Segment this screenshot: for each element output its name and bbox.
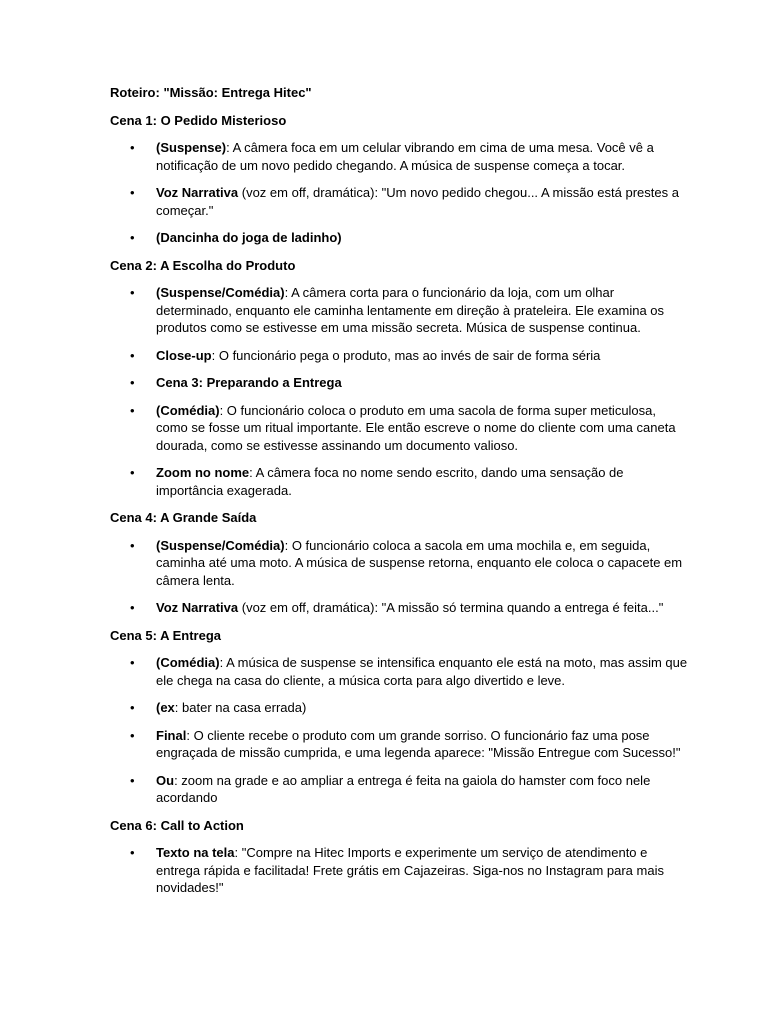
scene-bullet-list (110, 537, 688, 617)
item-label: Ou (156, 772, 175, 788)
list-item (110, 284, 688, 337)
bullet-icon: • (130, 285, 135, 300)
list-item (110, 374, 688, 392)
bullet-icon: • (130, 375, 135, 390)
list-item (110, 654, 688, 689)
bullet-icon: • (130, 655, 135, 670)
item-label: (Suspense/Comédia) (156, 285, 285, 300)
item-text: : A câmera foca em um celular vibrando em cima de uma mesa. Você vê a notificação de um novo pedido chegando. A música de suspense começa a tocar. (156, 140, 654, 173)
list-item (110, 229, 688, 247)
scene-bullet-list (110, 844, 688, 897)
list-item (110, 772, 688, 807)
list-item (110, 184, 688, 219)
scene-heading: Cena 2: A Escolha do Produto (110, 257, 296, 273)
item-label: (Suspense) (156, 140, 227, 155)
item-label: Cena 3: Preparando a Entrega (156, 375, 342, 390)
bullet-icon: • (130, 140, 135, 155)
scenes-container (110, 112, 688, 897)
list-item (110, 844, 688, 897)
item-label: Voz Narrativa (156, 600, 239, 615)
list-item (110, 347, 688, 365)
item-text: : A câmera corta para o funcionário da loja, com um olhar determinado, enquanto ele caminha lentamente em direção à prateleira. Ele examina os produtos como se estivesse em uma missão secreta. Música de suspense continua. (156, 285, 665, 335)
document-title: Roteiro: "Missão: Entrega Hitec" (110, 85, 312, 100)
item-text: : bater na casa errada) (174, 700, 307, 715)
item-label: Final (156, 727, 187, 743)
item-text: : A câmera foca no nome sendo escrito, dando uma sensação de importância exagerada. (156, 465, 624, 498)
list-item (110, 464, 688, 499)
item-text: : O funcionário coloca a sacola em uma mochila e, em seguida, caminha até uma moto. A música de suspense retorna, enquanto ele coloca o capacete em câmera lenta. (156, 537, 683, 588)
bullet-icon: • (130, 845, 135, 860)
bullet-icon: • (130, 347, 135, 363)
item-label: Texto na tela (156, 845, 235, 860)
list-item (110, 402, 688, 455)
item-text: (voz em off, dramática): "A missão só termina quando a entrega é feita..." (238, 600, 664, 615)
bullet-icon: • (130, 465, 135, 480)
item-label: (Suspense/Comédia) (156, 537, 285, 553)
scene-heading: Cena 4: A Grande Saída (110, 510, 257, 525)
bullet-icon: • (130, 700, 135, 715)
item-text: : zoom na grade e ao ampliar a entrega é feita na gaiola do hamster com foco nele acordando (156, 772, 651, 805)
item-text: : A música de suspense se intensifica enquanto ele está na moto, mas assim que ele chega na casa do cliente, a música corta para algo divertido e leve. (156, 655, 688, 688)
bullet-icon: • (130, 772, 135, 788)
item-label: (Comédia) (156, 655, 220, 670)
list-item (110, 699, 688, 717)
scene-bullet-list (110, 654, 688, 807)
item-label: Zoom no nome (156, 465, 250, 480)
scene-heading: Cena 5: A Entrega (110, 627, 222, 643)
item-label: Close-up (156, 347, 212, 363)
item-text: : O funcionário pega o produto, mas ao invés de sair de forma séria (211, 347, 601, 363)
list-item (110, 139, 688, 174)
bullet-icon: • (130, 185, 135, 200)
list-item (110, 727, 688, 762)
bullet-icon: • (130, 727, 135, 743)
item-text: : O funcionário coloca o produto em uma sacola de forma super meticulosa, como se fosse um ritual importante. Ele então escreve o nome do cliente com uma caneta dourada, como se estivesse assinando um documento valioso. (156, 402, 676, 453)
bullet-icon: • (130, 230, 135, 245)
item-text: : "Compre na Hitec Imports e experimente um serviço de atendimento e entrega rápida e facilitada! Frete grátis em Cajazeiras. Siga-nos no Instagram para mais novidades!" (156, 845, 664, 895)
bullet-icon: • (130, 537, 135, 553)
list-item (110, 537, 688, 590)
item-text: (voz em off, dramática): "Um novo pedido chegou... A missão está prestes a começar." (156, 185, 679, 218)
scene-heading: Cena 6: Call to Action (110, 817, 244, 833)
scene-bullet-list (110, 284, 688, 499)
item-label: (Dancinha do joga de ladinho) (156, 230, 342, 245)
item-label: (Comédia) (156, 402, 220, 418)
item-label: Voz Narrativa (156, 185, 239, 200)
bullet-icon: • (130, 402, 135, 418)
scene-heading: Cena 1: O Pedido Misterioso (110, 112, 287, 128)
item-label: (ex (156, 700, 175, 715)
bullet-icon: • (130, 600, 135, 615)
scene-bullet-list (110, 139, 688, 247)
list-item (110, 599, 688, 617)
item-text: : O cliente recebe o produto com um grande sorriso. O funcionário faz uma pose engraçada de missão cumprida, e uma legenda aparece: "Missão Entregue com Sucesso!" (156, 727, 681, 760)
